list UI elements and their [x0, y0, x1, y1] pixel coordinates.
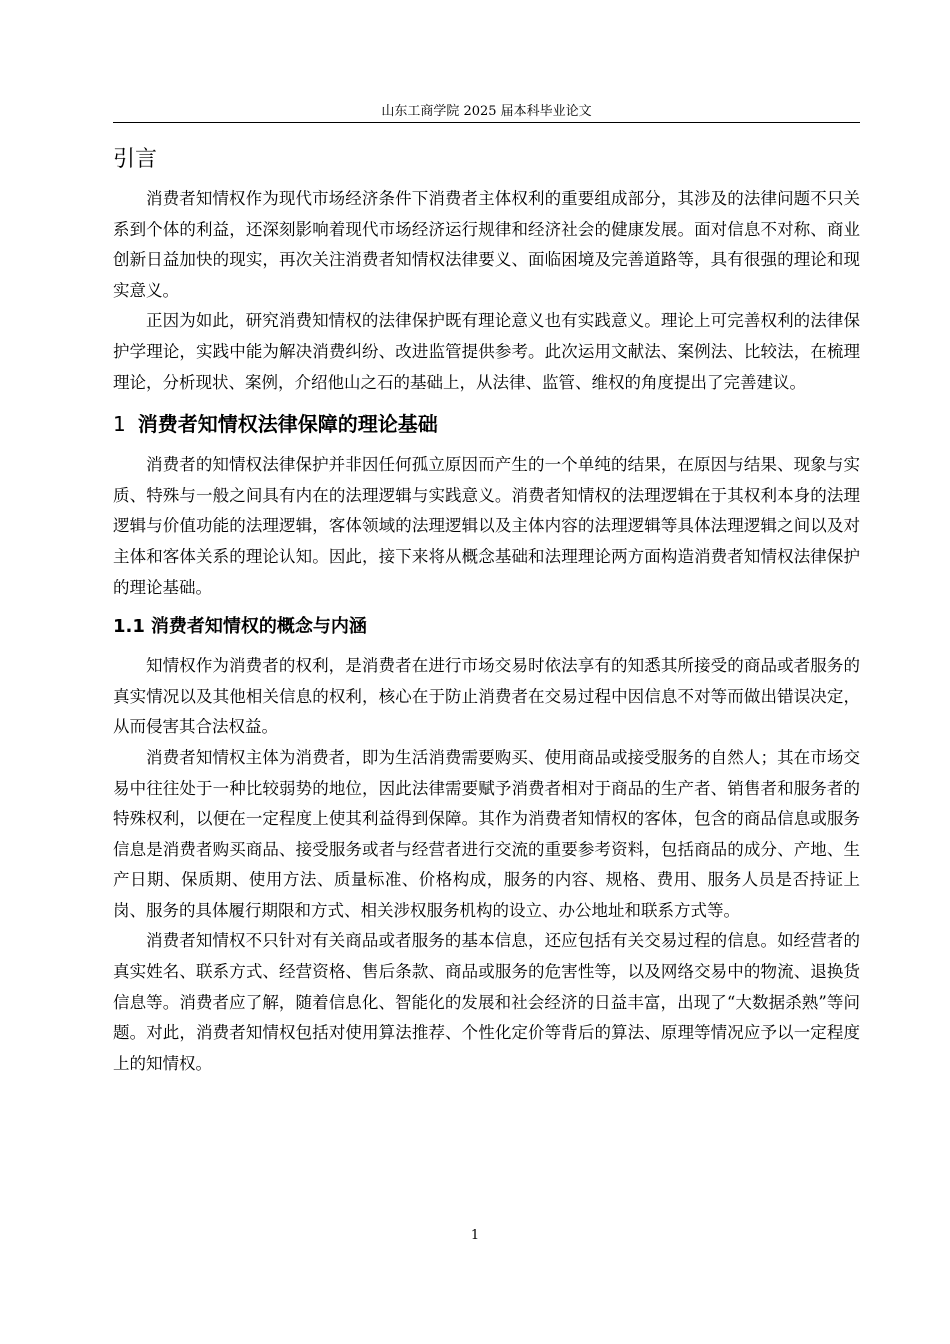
section-1-1-paragraph-3: 消费者知情权不只针对有关商品或者服务的基本信息，还应包括有关交易过程的信息。如经营者的真实姓名、联系方式、经营资格、售后条款、商品或服务的危害性等，以及网络交易中的物流、退换货信息等。消费者应了解，随着信息化、智能化的发展和社会经济的日益丰富，出现了“大数据杀熟”等问题。对此，消费者知情权包括对使用算法推荐、个性化定价等背后的算法、原理等情况应予以一定程度上的知情权。 — [113, 931, 860, 1073]
section-1-number: 1 — [113, 412, 126, 437]
section-1-paragraph-1: 消费者的知情权法律保护并非因任何孤立原因而产生的一个单纯的结果，在原因与结果、现象与实质、特殊与一般之间具有内在的法理逻辑与实践意义。消费者知情权的法理逻辑在于其权利本身的法理逻辑与价值功能的法理逻辑，客体领域的法理逻辑以及主体内容的法理逻辑等具体法理逻辑之间以及对主体和客体关系的理论认知。因此，接下来将从概念基础和法理理论两方面构造消费者知情权法律保护的理论基础。 — [113, 455, 860, 597]
section-1-title: 消费者知情权法律保障的理论基础 — [137, 412, 438, 437]
section-1-1-heading — [113, 609, 860, 647]
section-1-heading — [113, 404, 860, 446]
section-1-1-paragraph-1: 知情权作为消费者的权利，是消费者在进行市场交易时依法享有的知悉其所接受的商品或者服务的真实情况以及其他相关信息的权利，核心在于防止消费者在交易过程中因信息不对等而做出错误决定，从而侵害其合法权益。 — [113, 656, 860, 737]
document-body — [113, 140, 860, 1079]
intro-paragraph-2: 正因为如此，研究消费知情权的法律保护既有理论意义也有实践意义。理论上可完善权利的法律保护学理论，实践中能为解决消费纠纷、改进监管提供参考。此次运用文献法、案例法、比较法，在梳理理论，分析现状、案例，介绍他山之石的基础上，从法律、监管、维权的角度提出了完善建议。 — [113, 311, 860, 392]
section-1-1-paragraph-2: 消费者知情权主体为消费者，即为生活消费需要购买、使用商品或接受服务的自然人；其在市场交易中往往处于一种比较弱势的地位，因此法律需要赋予消费者相对于商品的生产者、销售者和服务者的特殊权利，以便在一定程度上使其利益得到保障。其作为消费者知情权的客体，包含的商品信息或服务信息是消费者购买商品、接受服务或者与经营者进行交流的重要参考资料，包括商品的成分、产地、生产日期、保质期、使用方法、质量标准、价格构成，服务的内容、规格、费用、服务人员是否持证上岗、服务的具体履行期限和方式、相关涉权服务机构的设立、办公地址和联系方式等。 — [113, 747, 860, 920]
section-1-1-title: 消费者知情权的概念与内涵 — [150, 616, 367, 638]
intro-heading: 引言 — [113, 147, 158, 172]
intro-paragraph-1: 消费者知情权作为现代市场经济条件下消费者主体权利的重要组成部分，其涉及的法律问题不只关系到个体的利益，还深刻影响着现代市场经济运行规律和经济社会的健康发展。面对信息不对称、商业创新日益加快的现实，再次关注消费者知情权法律要义、面临困境及完善道路等，具有很强的理论和现实意义。 — [113, 189, 860, 300]
running-header: 山东工商学院 2025 届本科毕业论文 — [381, 104, 592, 119]
header-rule — [113, 122, 860, 123]
section-1-1-number: 1.1 — [113, 616, 145, 638]
page-number: 1 — [470, 1228, 480, 1243]
